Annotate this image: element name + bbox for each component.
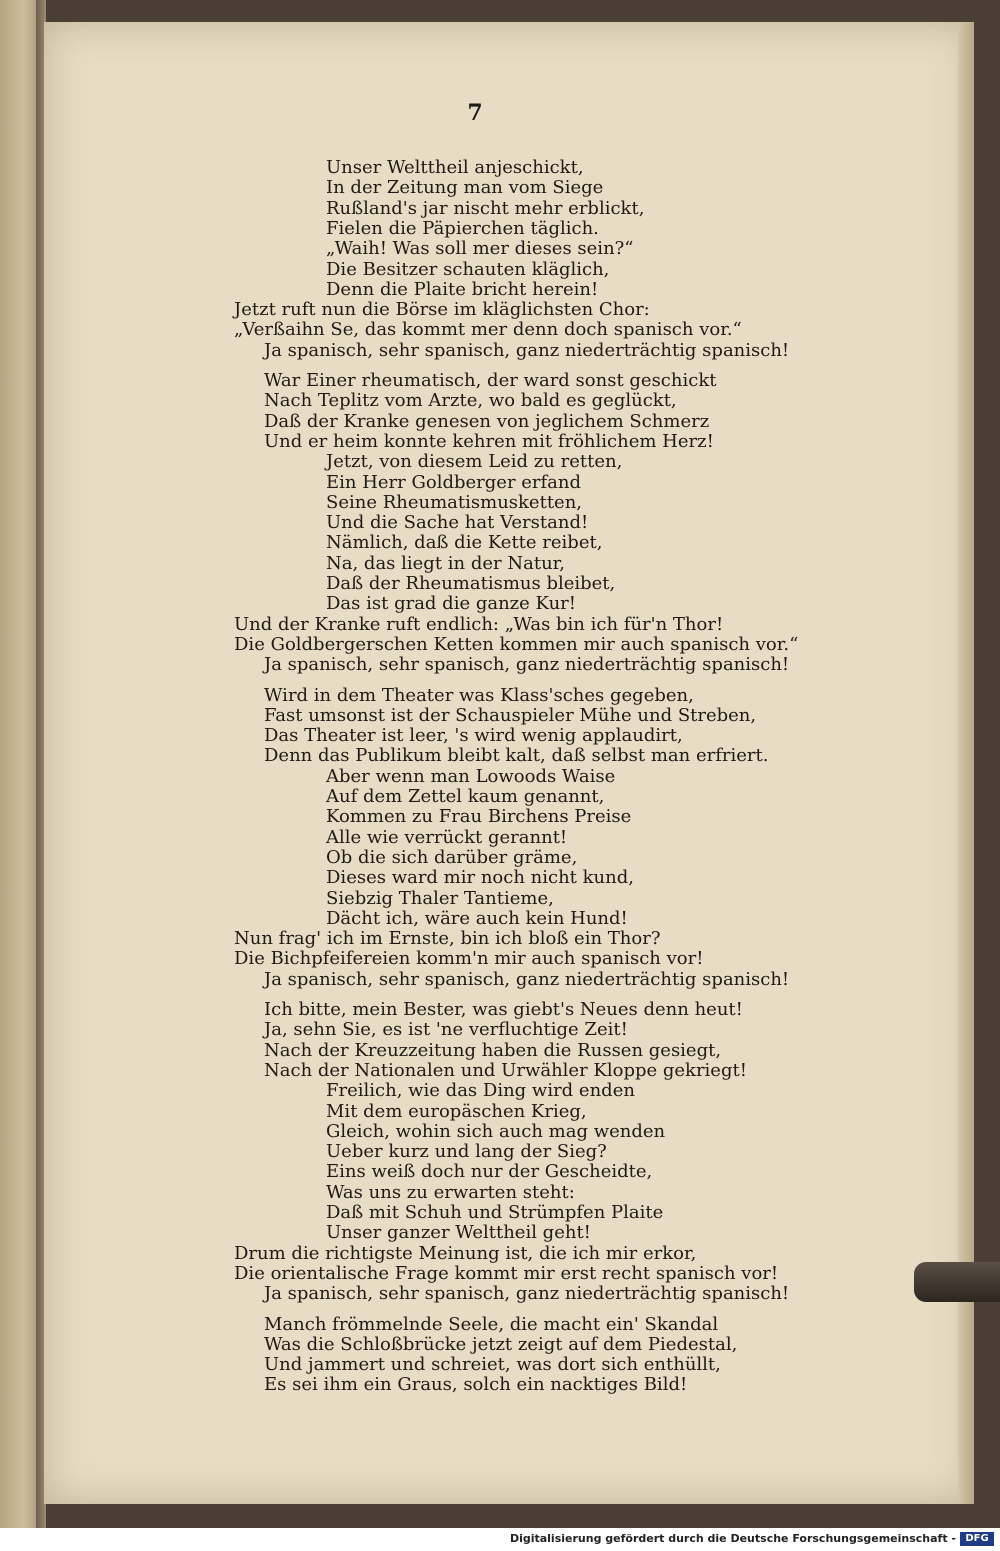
poem-line: Die Bichpfeifereien komm'n mir auch spanisch vor! [234,948,704,970]
poem-line: Ja spanisch, sehr spanisch, ganz niederträchtig spanisch! [264,654,790,676]
poem-line: Fielen die Päpierchen täglich. [326,217,599,239]
poem-line: Ja, sehn Sie, es ist 'ne verfluchtige Zeit! [264,1019,628,1041]
poem-line: War Einer rheumatisch, der ward sonst geschickt [264,370,717,391]
poem-line: Nach Teplitz vom Arzte, wo bald es geglückt, [264,390,677,412]
page-number: 7 [467,100,483,126]
poem-text-block [44,0,974,1480]
poem-line: Die Goldbergerschen Ketten kommen mir auch spanisch vor.“ [234,633,799,655]
poem-line: Daß mit Schuh und Strümpfen Plaite [326,1202,664,1223]
poem-line: Ein Herr Goldberger erfand [326,471,582,493]
poem-line: Ob die sich darüber gräme, [326,846,578,868]
poem-line: Siebzig Thaler Tantieme, [326,887,554,909]
poem-line: Denn das Publikum bleibt kalt, daß selbst man erfriert. [264,745,769,767]
poem-line: Dächt ich, wäre auch kein Hund! [326,907,628,929]
poem-line: Daß der Rheumatismus bleibet, [326,573,616,594]
poem-line: Manch frömmelnde Seele, die macht ein' Skandal [264,1313,719,1335]
poem-line: Daß der Kranke genesen von jeglichem Schmerz [264,410,710,432]
poem-line: Und jammert und schreiet, was dort sich enthüllt, [264,1354,721,1376]
poem-line: Was die Schloßbrücke jetzt zeigt auf dem Piedestal, [264,1333,738,1355]
poem-line: In der Zeitung man vom Siege [326,177,604,199]
poem-line: Rußland's jar nischt mehr erblickt, [326,197,645,219]
poem-line: Nämlich, daß die Kette reibet, [326,532,603,554]
poem-line: Nach der Nationalen und Urwähler Kloppe gekriegt! [264,1059,747,1081]
poem-line: Ich bitte, mein Bester, was giebt's Neues denn heut! [264,999,743,1020]
footer-bar [0,1528,1000,1551]
poem-line: Aber wenn man Lowoods Waise [326,765,616,787]
poem-line: Unser Welttheil anjeschickt, [326,157,584,178]
poem-line: Die Besitzer schauten kläglich, [326,258,610,280]
poem-line: Jetzt, von diesem Leid zu retten, [326,451,623,473]
poem-line: Es sei ihm ein Graus, solch ein nacktiges Bild! [264,1374,688,1396]
poem-line: Die orientalische Frage kommt mir erst recht spanisch vor! [234,1262,779,1284]
poem-line: Seine Rheumatismusketten, [326,491,583,513]
poem-line: Gleich, wohin sich auch mag wenden [326,1120,666,1142]
facing-page-edge [0,0,40,1528]
poem-line: Das ist grad die ganze Kur! [326,593,577,615]
poem-line: Ja spanisch, sehr spanisch, ganz niederträchtig spanisch! [264,339,790,361]
poem-line: Nun frag' ich im Ernste, bin ich bloß ein Thor? [234,928,661,950]
poem-line: Drum die richtigste Meinung ist, die ich mir erkor, [234,1242,697,1264]
poem-line: Und die Sache hat Verstand! [326,512,589,534]
poem-line: „Verßaihn Se, das kommt mer denn doch spanisch vor.“ [234,319,742,341]
poem-line: Mit dem europäschen Krieg, [326,1100,587,1122]
poem-line: Na, das liegt in der Natur, [326,552,566,574]
dfg-logo: DFG [960,1532,994,1546]
poem-line: Und der Kranke ruft endlich: „Was bin ich für'n Thor! [234,613,724,635]
poem-line: Dieses ward mir noch nicht kund, [326,867,634,889]
poem-line: Unser ganzer Welttheil geht! [326,1222,591,1244]
poem-line: Denn die Plaite bricht herein! [326,278,599,300]
poem-line: Eins weiß doch nur der Gescheidte, [326,1161,653,1183]
poem-line: Das Theater ist leer, 's wird wenig applaudirt, [264,725,683,747]
poem-line: „Waih! Was soll mer dieses sein?“ [326,238,634,260]
poem-line: Ja spanisch, sehr spanisch, ganz niederträchtig spanisch! [264,968,790,990]
poem-line: Auf dem Zettel kaum genannt, [326,786,605,807]
poem-line: Was uns zu erwarten steht: [326,1181,575,1203]
poem-line: Nach der Kreuzzeitung haben die Russen gesiegt, [264,1039,722,1061]
poem-line: Wird in dem Theater was Klass'sches gegeben, [264,684,694,706]
poem-line: Kommen zu Frau Birchens Preise [326,806,632,828]
poem-line: Jetzt ruft nun die Börse im kläglichsten Chor: [234,299,650,321]
footer-credit-text: Digitalisierung gefördert durch die Deutsche Forschungsgemeinschaft - [509,1532,956,1545]
poem-line: Ja spanisch, sehr spanisch, ganz niederträchtig spanisch! [264,1283,790,1305]
poem-line: Alle wie verrückt gerannt! [326,826,568,848]
poem-line: Fast umsonst ist der Schauspieler Mühe und Streben, [264,704,757,726]
poem-line: Ueber kurz und lang der Sieg? [326,1141,607,1163]
poem-line: Und er heim konnte kehren mit fröhlichem Herz! [264,430,714,452]
poem-line: Freilich, wie das Ding wird enden [326,1080,635,1102]
